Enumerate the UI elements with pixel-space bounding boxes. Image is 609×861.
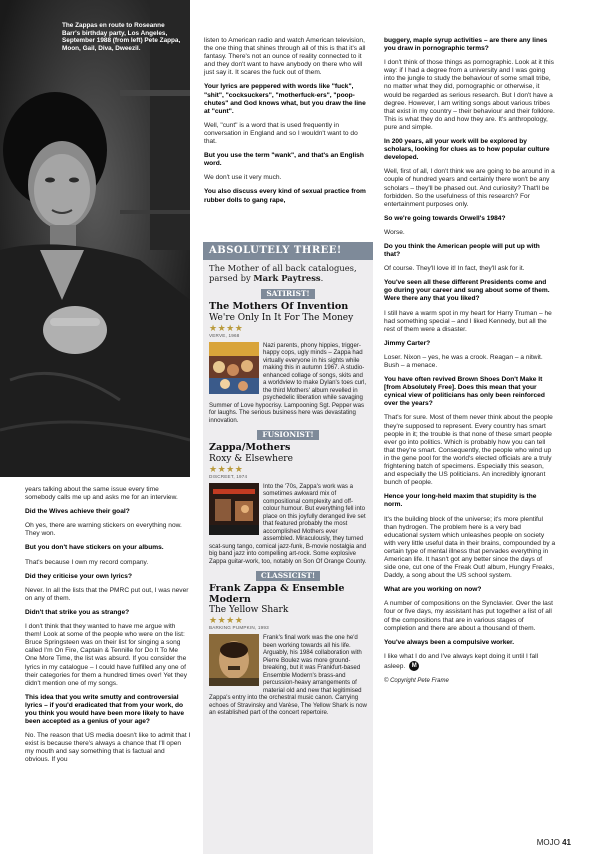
question-text: You've always been a compulsive worker.	[384, 638, 515, 646]
answer-text: I still have a warm spot in my heart for Harry Truman – he had something special – and I liked Kennedy, but all the rest of them were a disaster.	[384, 309, 552, 333]
copyright-line: © Copyright Pete Frame	[384, 677, 449, 684]
final-answer: I like what I do and I've always kept doing it until I fall asleep.	[384, 652, 539, 670]
sidebar-heading: ABSOLUTELY THREE!	[203, 242, 373, 260]
photo-portrait	[0, 0, 190, 477]
album-cover-image	[209, 342, 259, 394]
interview-column-2	[204, 37, 370, 211]
question-text: This idea that you write smutty and controversial lyrics – if you'd eradicated that from your work, do you think you would have been more likely to have been accepted as a genius of your age?	[25, 693, 185, 726]
question-text: Do you think the American people will put up with that?	[384, 242, 540, 259]
answer-text: I don't think that they wanted to have me argue with them! Look at some of the people who were on the list: Bruce Springsteen was on their list for singing a song called I'm On Fire, Captain & Tennille for Do It To Me One More Time, the list was absurd. If you consider the lyrics in my catalogue – I could have fulfilled any one of their categories for them a hundred times over! Yet they didn't mention one of my songs.	[25, 623, 188, 687]
answer-text: That's because I own my record company.	[25, 558, 149, 566]
answer-text: Well, first of all, I don't think we are going to be around in a couple of hundred years and certainly there won't be any scholars – they'll be phased out. And curiosity? That'll be forbidden. So the usefulness of this research? For entertainment purposes only.	[384, 168, 555, 208]
review-category-badge: CLASSICIST!	[256, 571, 320, 581]
question-text: buggery, maple syrup activities – are there any lines you draw in pornographic terms?	[384, 37, 548, 53]
answer-text: Never. In all the lists that the PMRC put out, I was never on any of them.	[25, 586, 189, 602]
answer-text: Worse.	[384, 228, 405, 236]
page-footer	[537, 838, 571, 847]
answer-text: Loser. Nixon – yes, he was a crook. Reagan – a nitwit. Bush – a menace.	[384, 353, 543, 369]
mojo-end-mark-icon: M	[409, 661, 419, 671]
review-album: We're Only In It For The Money	[209, 312, 354, 323]
review-text: Frank's final work was the one he'd been working towards all his life. Arguably, his 1984 collaboration with Pierre Boulez was more ground-breaking, but it was Frankfurt-based Ensemble Modern's brass-and percussion-heavy arrangements of material old and new that legitimised Zappa's entry into the orchestral music canon. Carrying echoes of Stravinsky and Varèse, The Yellow Shark is now an established part of the concert repertoire.	[209, 634, 367, 717]
review-label: BARKING PUMPKIN, 1993	[209, 625, 269, 631]
question-text: Did the Wives achieve their goal?	[25, 508, 130, 516]
review-artist: Frank Zappa & Ensemble Modern	[209, 583, 345, 605]
answer-text	[384, 653, 556, 671]
review-item	[209, 430, 367, 565]
review-label: DISCREET, 1974	[209, 473, 248, 479]
question-text: But you don't have stickers on your albums.	[25, 544, 164, 552]
answer-text: I don't think of those things as pornographic. Look at it this way: if I had a degree from a university and I was going into the jungle to study the behaviour of some small tribe, no matter what they did, pornographic or otherwise, it would be regarded as serious research. But I don't have a degree. However, I am writing songs about various tribes that exist in my country – their behaviour and their folklore. This is what they do and how they are. It's anthropology, pure and simple.	[384, 59, 555, 131]
answer-text: Well, "cunt" is a word that is used frequently in conversation in England and so I wouldn't want to do that.	[204, 121, 358, 146]
answer-text: That's for sure. Most of them never think about the people they're supposed to represent. Every country has smart people in it; the trouble is that none of these smart people ever go into politics. Which is probably how you can tell that they're smart. Consequently, the people who wind up in the gene pool for the world's elected officials are a truly frightening batch of specimens. Especially this season, and especially the US politicians. An incredibly ignorant bunch of people.	[384, 414, 553, 487]
star-rating: ★★★★	[209, 322, 244, 333]
answer-text: We don't use it very much.	[204, 174, 282, 182]
answer-text: No. The reason that US media doesn't like to admit that I exist is because there's always a chance that I'll open my mouth and say something that is factual and obvious. If you	[25, 732, 191, 764]
question-text: Your lyrics are peppered with words like "fuck", "shit", "cocksuckers", "motherfuck-ers", "poop-chutes" and God knows what, but you draw the line at "cunt".	[204, 83, 366, 115]
question-text: Hence your long-held maxim that stupidity is the norm.	[384, 493, 537, 509]
review-artist: Zappa/Mothers	[209, 442, 291, 454]
star-rating: ★★★★	[209, 463, 244, 474]
question-text: Didn't that strike you as strange?	[25, 608, 130, 616]
review-item	[209, 289, 367, 424]
answer-text: It's the building block of the universe; it's more plentiful than hydrogen. The problem here is a very bad educational system which unleashes people on society with very little useful data in their brains, compounded by a certain type of mental illness that pervades everything in American life. It hasn't got any better since the days of side one, cut one of the Freak Out! album, Hungry Freaks, Daddy, a song about the US school system.	[384, 515, 556, 580]
answer-text: listen to American radio and watch American television, the one thing that shines through all of this is that it's all fantasy. There's not an ounce of reality connected to it and they don't want to have anybody on there who will just say it. It scares the fuck out of them.	[204, 37, 366, 77]
interview-column-1	[25, 486, 191, 771]
answer-text: A number of compositions on the Synclavier. Over the last four or five days, my assistant has put together a list of all of the compositions that are in various stages of completion and there are about a thousand of them.	[384, 600, 553, 632]
page-number: 41	[562, 838, 571, 847]
review-category-badge: SATIRIST!	[261, 289, 314, 299]
review-album: The Yellow Shark	[209, 605, 289, 616]
answer-text: Oh yes, there are warning stickers on everything now. They won.	[25, 522, 182, 538]
photo-caption: The Zappas en route to Roseanne Barr's birthday party, Los Angeles, September 1988 (from left) Pete Zappa, Moon, Gail, Diva, Dweezil.	[62, 22, 181, 52]
sidebar-intro: The Mother of all back catalogues, parsed by Mark Paytress.	[209, 263, 357, 283]
review-category-badge: FUSIONIST!	[257, 430, 318, 440]
question-text: Did they criticise your own lyrics?	[25, 572, 132, 580]
star-rating: ★★★★	[209, 615, 244, 626]
review-label: VERVE, 1968	[209, 332, 240, 338]
review-item	[209, 571, 367, 717]
question-text: You have often revived Brown Shoes Don't Make It [from Absolutely Free]. Does this mean that your cynical view of politicians has only been reinforced over the years?	[384, 376, 545, 408]
sidebar-intro-text: The Mother of all back catalogues, parsed by	[209, 263, 357, 283]
question-text: What are you working on now?	[384, 586, 482, 594]
review-text: Into the '70s, Zappa's work was a sometimes awkward mix of compositional complexity and off-colour humour. But everything fell into place on this joyfully deranged live set that featured probably the most accomplished Mothers ever assembled. Miraculously, they turned scat-sung tango, comical jazz-funk, B-movie nostalgia and big band jazz into compelling art-rock. Some explosive Zappa guitar-work, too, notably on Son Of Orange County.	[209, 482, 367, 565]
review-sidebar	[203, 242, 373, 854]
question-text: Jimmy Carter?	[384, 339, 431, 347]
review-text: Nazi parents, phony hippies, trigger-happy cops, ugly minds – Zappa had virtually everyone in his sights while making this in autumn 1967. A studio-enhanced collage of songs, skits and a worldview to make Dylan's toes curl, the third Mothers' album revelled in psychedelic liberation while savaging Summer of Love hypocrisy. Lampooning Sgt. Pepper was for laughs. The serious business here was devastating innovation.	[209, 341, 367, 424]
review-artist: The Mothers Of Invention	[209, 301, 349, 313]
album-cover-image	[209, 483, 259, 535]
album-cover-image	[209, 634, 259, 686]
interview-column-3	[384, 37, 556, 691]
magazine-name: MOJO	[536, 838, 560, 847]
question-text: You also discuss every kind of sexual practice from rubber dolls to gang rape,	[204, 188, 366, 204]
answer-text: Of course. They'll love it! In fact, they'll ask for it.	[384, 265, 525, 273]
answer-text: years talking about the same issue every time somebody calls me up and asks me for an interview.	[25, 486, 178, 502]
sidebar-author: Mark Paytress	[253, 272, 321, 283]
question-text: So we're going towards Orwell's 1984?	[384, 214, 506, 222]
question-text: But you use the term "wank", and that's an English word.	[204, 152, 364, 168]
photo	[0, 0, 190, 477]
question-text: In 200 years, all your work will be explored by scholars, looking for clues as to how popular culture developed.	[384, 138, 550, 162]
review-album: Roxy & Elsewhere	[209, 453, 293, 464]
question-text: You've seen all these different Presidents come and go during your career and sung about some of them. Were there any that you liked?	[384, 279, 550, 303]
